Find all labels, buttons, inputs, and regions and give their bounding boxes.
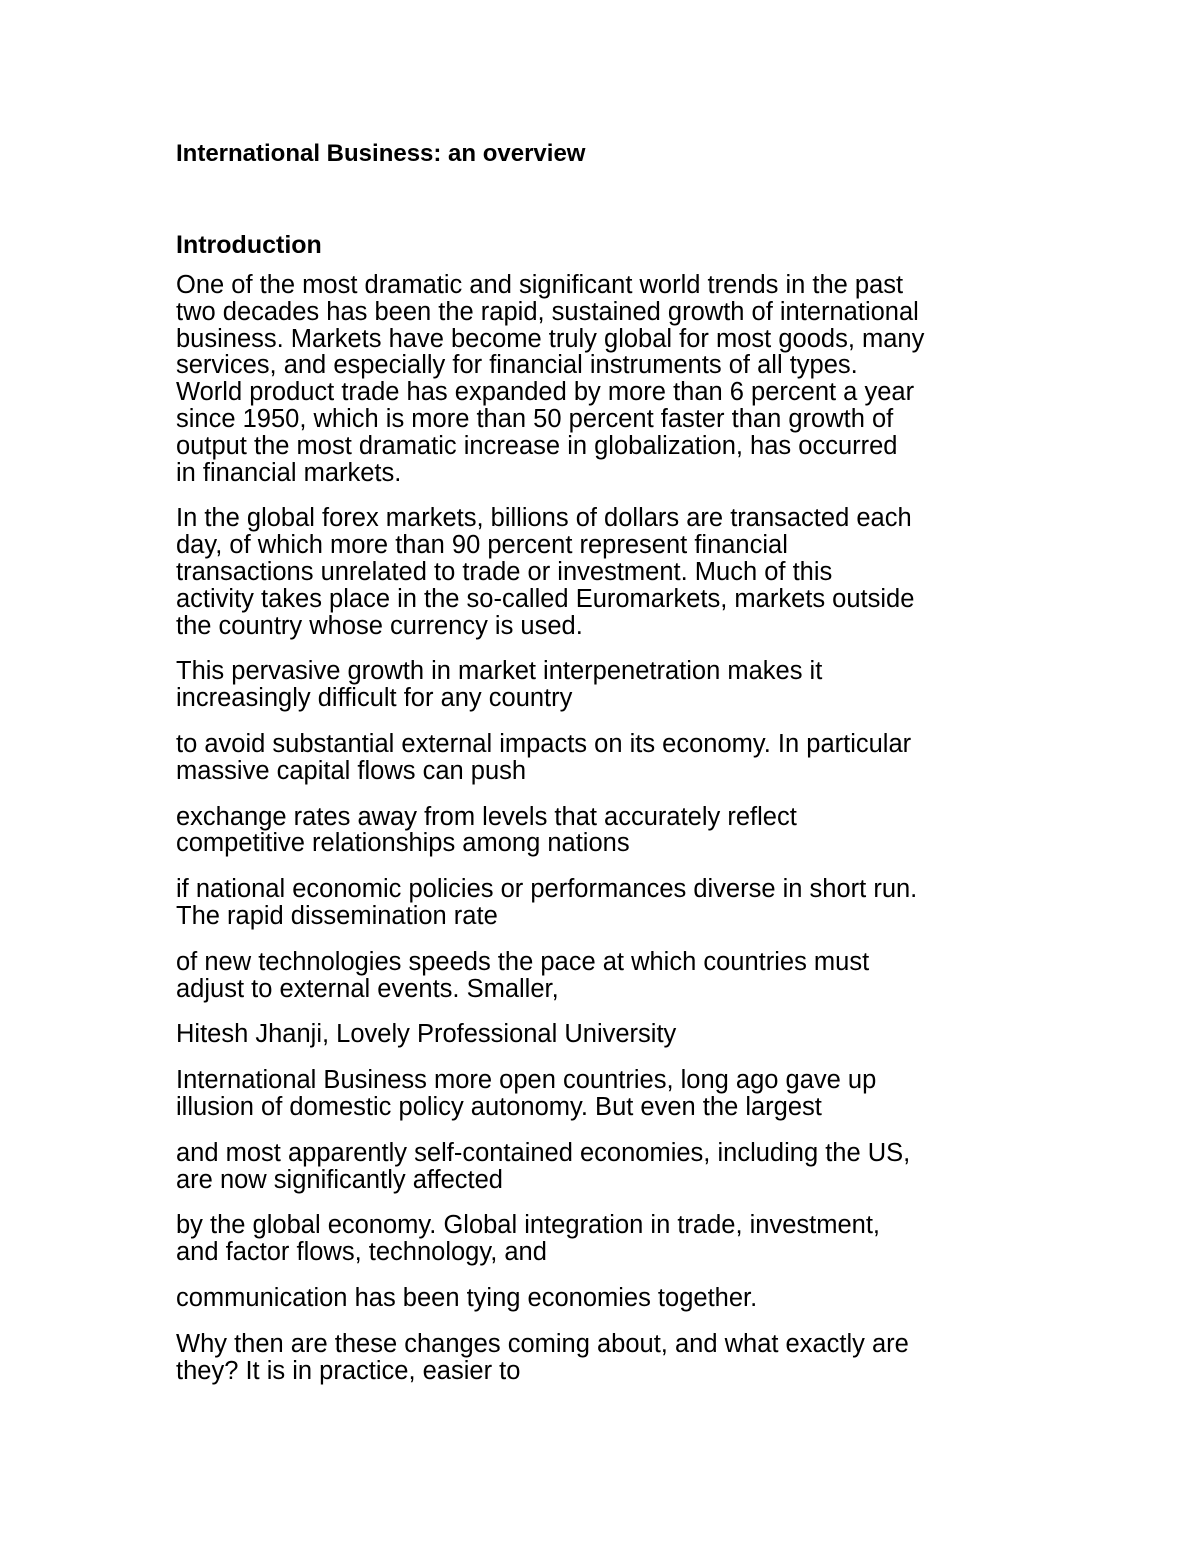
- paragraph: [176, 1331, 1036, 1385]
- paragraph-line: exchange rates away from levels that accurately reflect: [176, 802, 797, 831]
- paragraph: [176, 1212, 1036, 1266]
- paragraph-line: increasingly difficult for any country: [176, 684, 573, 713]
- paragraph-line: are now significantly affected: [176, 1165, 503, 1194]
- paragraph-line: activity takes place in the so-called Euromarkets, markets outside: [176, 584, 915, 613]
- section-heading-introduction: Introduction: [176, 231, 322, 259]
- paragraph-line: of new technologies speeds the pace at which countries must: [176, 947, 870, 976]
- paragraph-line: in financial markets.: [176, 458, 402, 487]
- paragraph-line: Why then are these changes coming about, and what exactly are: [176, 1329, 909, 1358]
- paragraph-line: Hitesh Jhanji, Lovely Professional University: [176, 1020, 677, 1049]
- paragraph-line: day, of which more than 90 percent represent financial: [176, 531, 788, 560]
- paragraph: [176, 272, 1036, 486]
- paragraph-line: illusion of domestic policy autonomy. But even the largest: [176, 1092, 822, 1121]
- paragraph-line: communication has been tying economies together.: [176, 1283, 758, 1312]
- document-title: International Business: an overview: [176, 140, 586, 167]
- paragraph-line: output the most dramatic increase in globalization, has occurred: [176, 431, 898, 460]
- paragraph-line: This pervasive growth in market interpenetration makes it: [176, 657, 823, 686]
- paragraph: [176, 1067, 1036, 1121]
- paragraph: [176, 1140, 1036, 1194]
- paragraph-line: World product trade has expanded by more than 6 percent a year: [176, 378, 915, 407]
- paragraph-line: adjust to external events. Smaller,: [176, 974, 559, 1003]
- paragraph-line: and most apparently self-contained economies, including the US,: [176, 1138, 911, 1167]
- paragraph-line: massive capital flows can push: [176, 756, 527, 785]
- paragraph-line: services, and especially for financial instruments of all types.: [176, 351, 858, 380]
- paragraph-line: if national economic policies or performances diverse in short run.: [176, 875, 918, 904]
- paragraph-line: the country whose currency is used.: [176, 611, 583, 640]
- paragraph: [176, 804, 1036, 858]
- paragraph: [176, 1285, 1036, 1312]
- paragraph-line: to avoid substantial external impacts on its economy. In particular: [176, 729, 912, 758]
- paragraph-line: since 1950, which is more than 50 percent faster than growth of: [176, 404, 894, 433]
- paragraph-line: The rapid dissemination rate: [176, 901, 498, 930]
- document-page: [176, 136, 1036, 1403]
- paragraph-line: and factor flows, technology, and: [176, 1238, 547, 1267]
- paragraph-line: One of the most dramatic and significant world trends in the past: [176, 271, 904, 299]
- paragraph: [176, 876, 1036, 930]
- paragraph: [176, 505, 1036, 639]
- paragraph: [176, 1021, 1036, 1048]
- paragraph: [176, 731, 1036, 785]
- paragraph-line: International Business more open countries, long ago gave up: [176, 1066, 877, 1095]
- paragraph-line: two decades has been the rapid, sustained growth of international: [176, 297, 919, 326]
- paragraph: [176, 949, 1036, 1003]
- paragraph-line: business. Markets have become truly global for most goods, many: [176, 324, 925, 353]
- paragraph-line: transactions unrelated to trade or investment. Much of this: [176, 557, 833, 586]
- paragraph-line: competitive relationships among nations: [176, 829, 630, 858]
- paragraph: [176, 658, 1036, 712]
- paragraph-line: by the global economy. Global integration in trade, investment,: [176, 1211, 881, 1240]
- document-body: [176, 272, 1036, 1384]
- paragraph-line: they? It is in practice, easier to: [176, 1356, 521, 1385]
- paragraph-line: In the global forex markets, billions of dollars are transacted each: [176, 504, 912, 533]
